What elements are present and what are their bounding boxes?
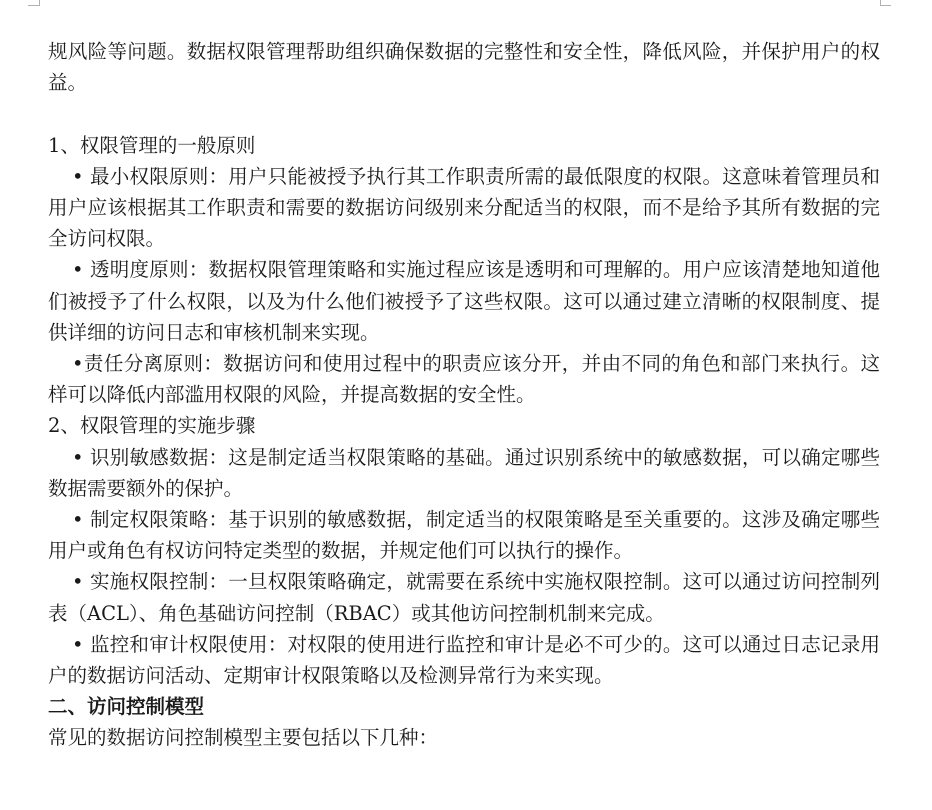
section-1-heading: 1、权限管理的一般原则: [48, 133, 256, 157]
section-2-heading: 2、权限管理的实施步骤: [48, 414, 256, 438]
blank-line: [48, 98, 880, 129]
step-identify-sensitive-data: • 识别敏感数据：这是制定适当权限策略的基础。通过识别系统中的敏感数据，可以确定哪些数据需要额外的保护。: [48, 445, 880, 500]
principle-transparency: • 透明度原则：数据权限管理策略和实施过程应该是透明和可理解的。用户应该清楚地知道他们被授予了什么权限，以及为什么他们被授予了这些权限。这可以通过建立清晰的权限制度、提供详细的访问日志和审核机制来实现。: [48, 258, 880, 344]
principle-least-privilege: • 最小权限原则：用户只能被授予执行其工作职责所需的最低限度的权限。这意味着管理员和用户应该根据其工作职责和需要的数据访问级别来分配适当的权限，而不是给予其所有数据的完全访问权限。: [48, 164, 880, 251]
page-corner-mark-right: [880, 0, 881, 6]
intro-paragraph: 规风险等问题。数据权限管理帮助组织确保数据的完整性和安全性，降低风险，并保护用户的权益。: [48, 40, 880, 95]
principle-separation-of-duties: •责任分离原则：数据访问和使用过程中的职责应该分开，并由不同的角色和部门来执行。这样可以降低内部滥用权限的风险，并提高数据的安全性。: [48, 352, 880, 407]
page-corner-mark-left: [39, 0, 40, 6]
step-monitor-audit: • 监控和审计权限使用：对权限的使用进行监控和审计是必不可少的。这可以通过日志记录用户的数据访问活动、定期审计权限策略以及检测异常行为来实现。: [48, 632, 880, 688]
step-define-policy: • 制定权限策略：基于识别的敏感数据，制定适当的权限策略是至关重要的。这涉及确定哪些用户或角色有权访问特定类型的数据，并规定他们可以执行的操作。: [48, 508, 880, 563]
step-implement-control: • 实施权限控制：一旦权限策略确定，就需要在系统中实施权限控制。这可以通过访问控制列表（ACL）、角色基础访问控制（RBAC）或其他访问控制机制来完成。: [48, 570, 880, 625]
document-page: [48, 36, 880, 754]
chapter-2-intro: 常见的数据访问控制模型主要包括以下几种：: [48, 726, 439, 750]
chapter-2-heading: 二、访问控制模型: [48, 695, 205, 719]
